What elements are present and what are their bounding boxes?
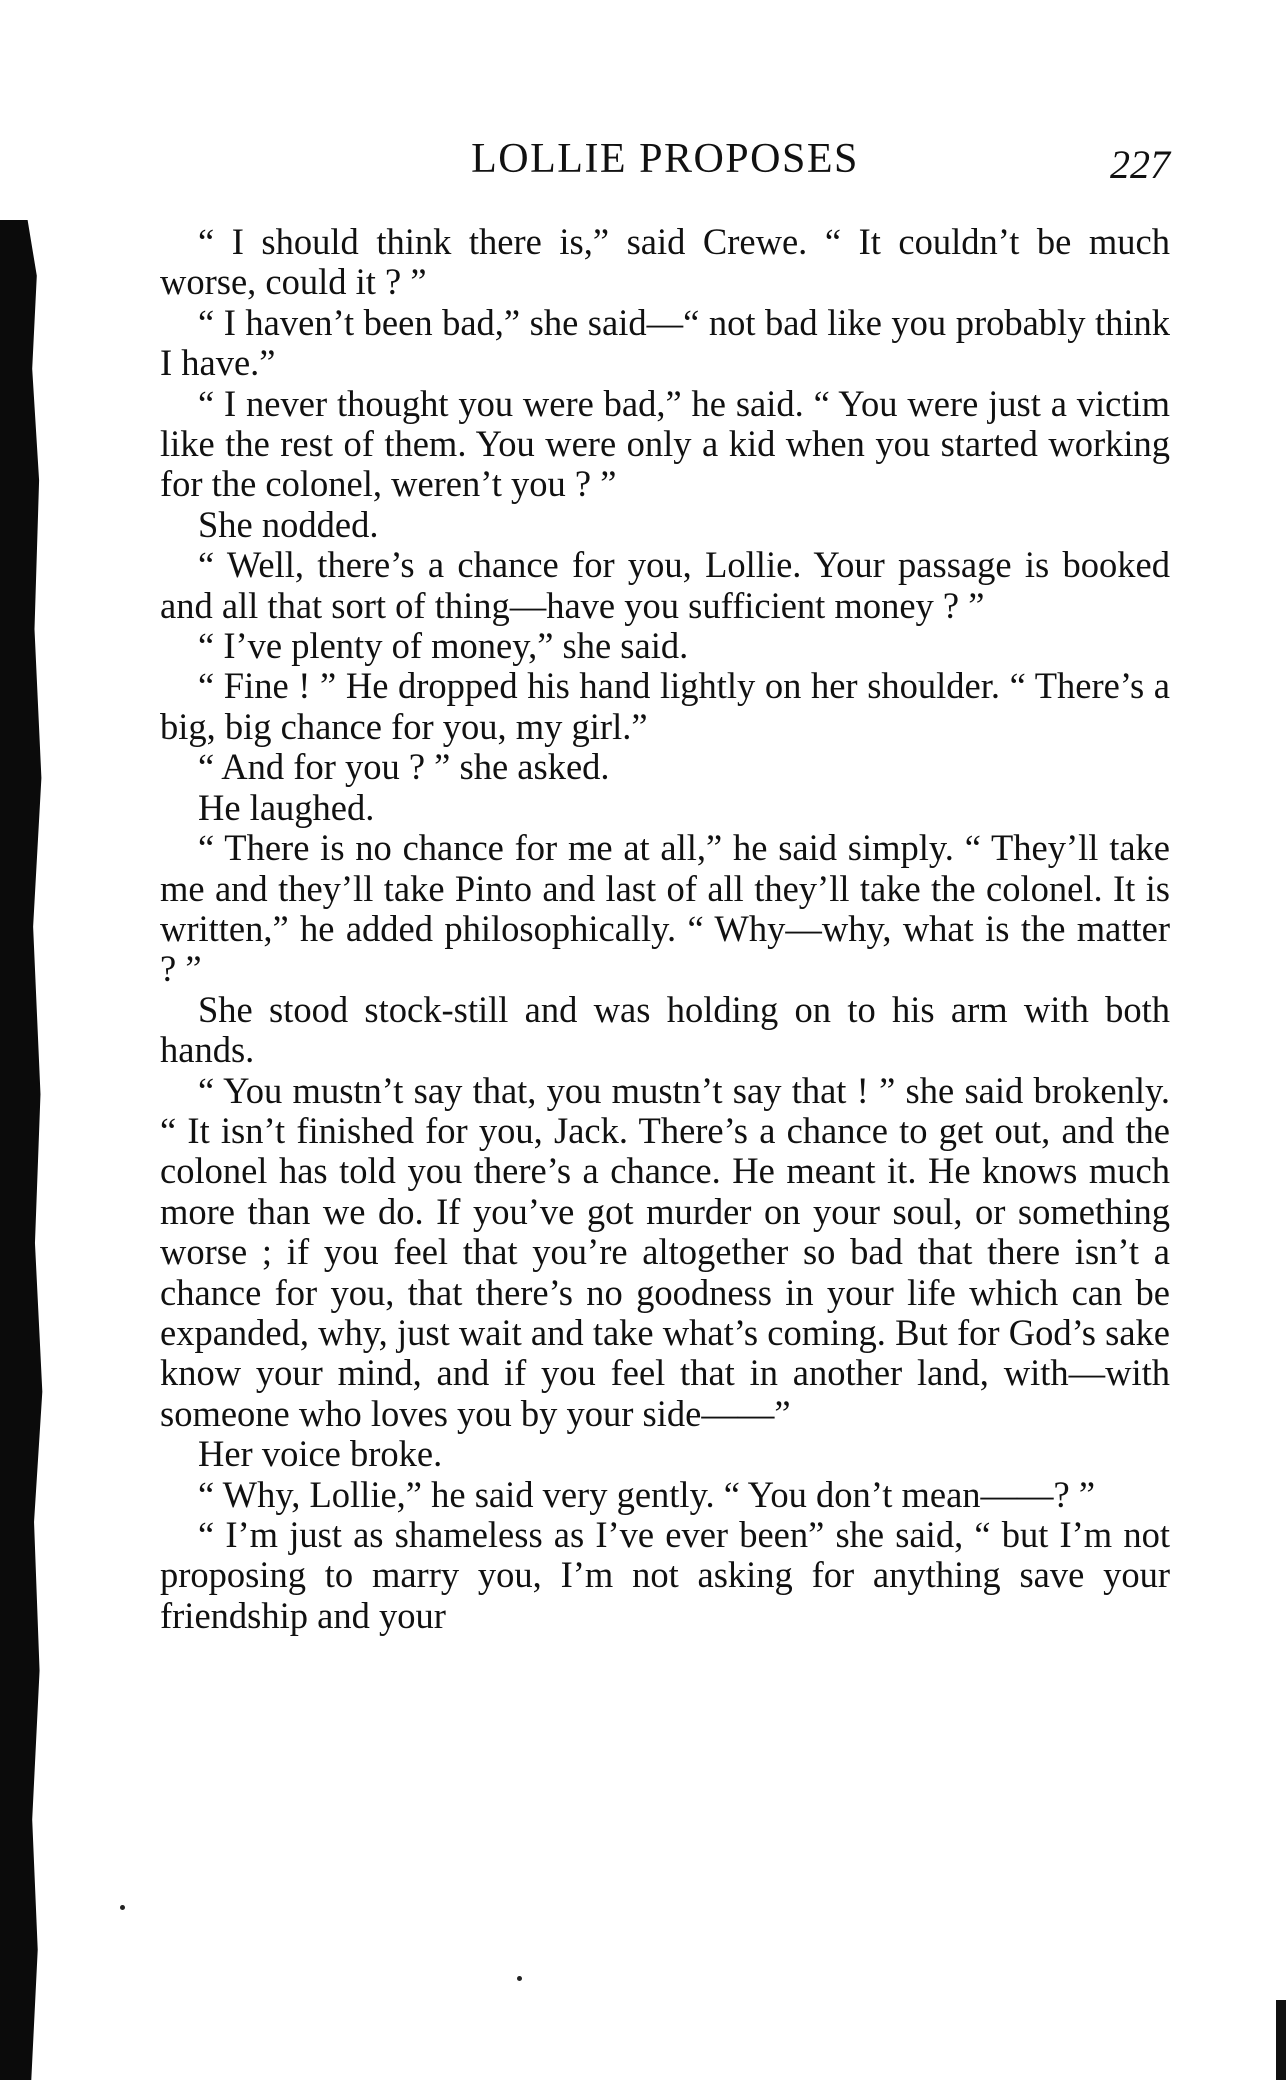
- page-number: 227: [1110, 142, 1170, 187]
- scan-speck: [120, 1905, 125, 1910]
- paragraph: “ Well, there’s a chance for you, Lollie. Your passage is booked and all that sort of thing—have you sufficient money ? ”: [160, 544, 1170, 626]
- scan-speck: [517, 1976, 522, 1981]
- paragraph: “ I’m just as shameless as I’ve ever been” she said, “ but I’m not proposing to marry you, I’m not asking for anything save your friendship and your: [160, 1514, 1170, 1636]
- paragraph: “ I haven’t been bad,” she said—“ not bad like you probably think I have.”: [160, 301, 1170, 384]
- paragraph: “ I should think there is,” said Crewe. “ It couldn’t be much worse, could it ? ”: [160, 221, 1170, 303]
- scanned-page-edge: [0, 220, 46, 2080]
- running-title: LOLLIE PROPOSES: [471, 136, 859, 182]
- paragraph: She stood stock-still and was holding on to his arm with both hands.: [160, 988, 1170, 1071]
- paragraph: “ I’ve plenty of money,” she said.: [198, 625, 689, 667]
- paragraph: “ You mustn’t say that, you mustn’t say that ! ” she said brokenly. “ It isn’t finished for you, Jack. There’s a chance to get out, and the colonel has told you there’s a chance. He meant it. He knows much more than we do. If you’ve got murder on your soul, or something worse ; if you feel that you’re altogether so bad that there isn’t a chance for you, that there’s no goodness in your life which can be expanded, why, just wait and take what’s coming. But for God’s sake know your mind, and if you feel that in another land, with—with someone who loves you by your side——”: [160, 1069, 1170, 1434]
- paragraph: Her voice broke.: [198, 1433, 443, 1475]
- paragraph: “ Why, Lollie,” he said very gently. “ You don’t mean——? ”: [198, 1473, 1096, 1515]
- paragraph: “ And for you ? ” she asked.: [198, 746, 610, 788]
- paragraph: “ I never thought you were bad,” he said. “ You were just a victim like the rest of them. You were only a kid when you started working for the colonel, weren’t you ? ”: [160, 382, 1170, 505]
- scanned-page-edge-right: [1276, 2000, 1286, 2080]
- body-text: [160, 222, 1170, 1636]
- paragraph: “ Fine ! ” He dropped his hand lightly on her shoulder. “ There’s a big, big chance for you, my girl.”: [160, 665, 1170, 747]
- page-header: [160, 135, 1170, 195]
- paragraph: “ There is no chance for me at all,” he said simply. “ They’ll take me and they’ll take Pinto and last of all they’ll take the colonel. It is written,” he added philosophically. “ Why—why, what is the matter ? ”: [160, 827, 1170, 990]
- paragraph: She nodded.: [198, 503, 379, 545]
- paragraph: He laughed.: [198, 786, 375, 828]
